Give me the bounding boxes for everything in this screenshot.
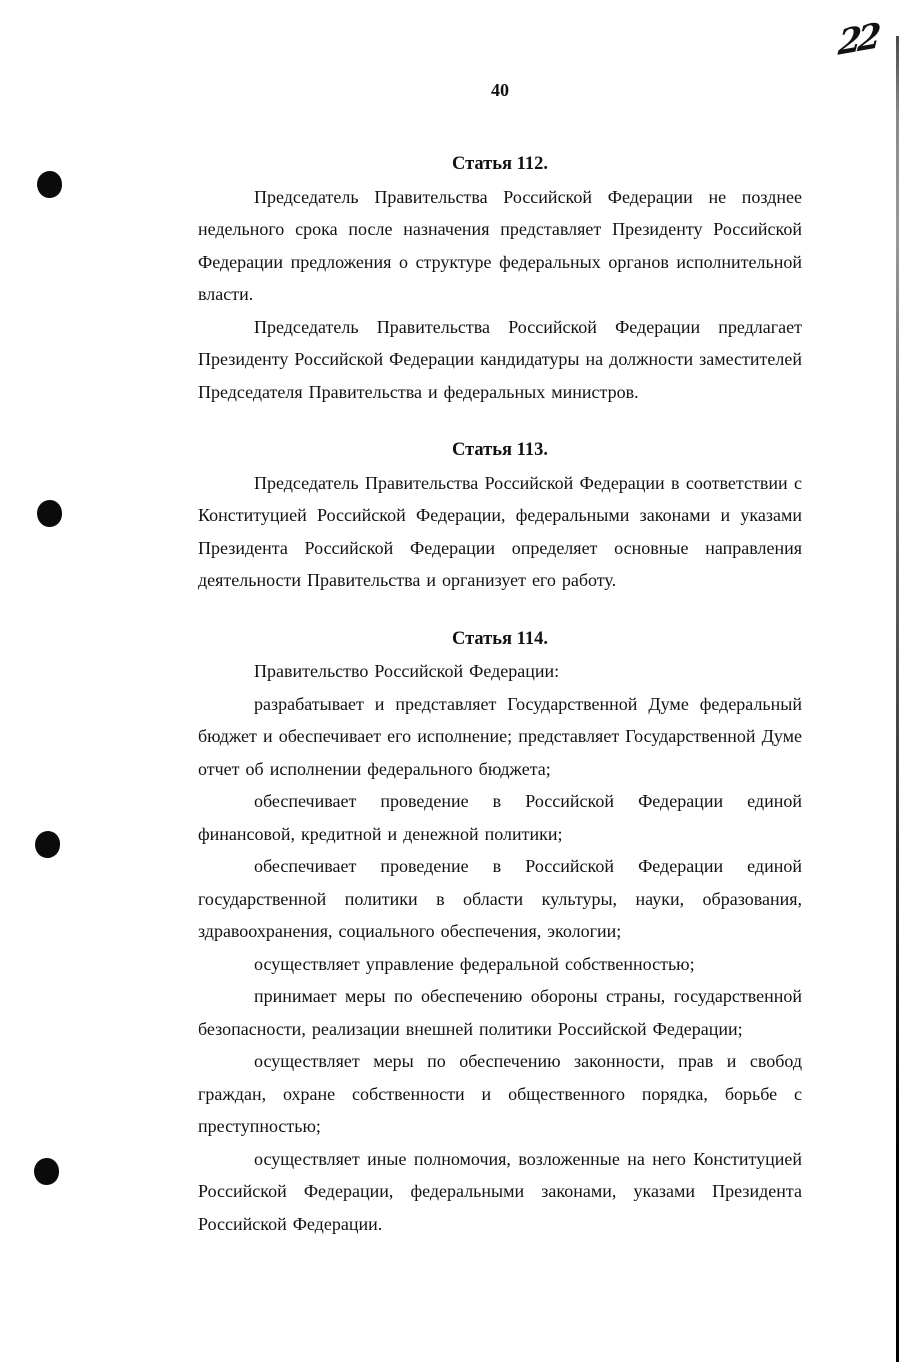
article-114-heading: Статья 114.: [451, 628, 549, 649]
article-paragraph: осуществляет иные полномочия, возложенные на него Конституцией Российской Федерации, федеральными законами, указами Президента Российской Федерации.: [198, 1148, 802, 1234]
article-113-heading: Статья 113.: [451, 440, 549, 460]
article-paragraph: Председатель Правительства Российской Федерации не позднее недельного срока после назначения представляет Президенту Российской Федерации предложения о структуре федеральных органов исполнительной власти.: [198, 186, 802, 304]
hole-punch-dot: [37, 171, 62, 198]
article-paragraph: осуществляет управление федеральной собственностью;: [254, 953, 695, 974]
article-114-section: [198, 623, 802, 1241]
hole-punch-dot: [37, 500, 62, 527]
article-112-section: [198, 148, 802, 408]
article-113-section: [198, 434, 802, 597]
page-number: 40: [491, 80, 509, 100]
article-paragraph: Председатель Правительства Российской Федерации предлагает Президенту Российской Федерации кандидатуры на должности заместителей Председателя Правительства и федеральных министров.: [198, 316, 802, 402]
article-paragraph: обеспечивает проведение в Российской Федерации единой государственной политики в области культуры, науки, образования, здравоохранения, социального обеспечения, экологии;: [198, 856, 802, 941]
article-paragraph: принимает меры по обеспечению обороны страны, государственной безопасности, реализации внешней политики Российской Федерации;: [198, 986, 802, 1039]
document-content: [198, 0, 802, 1240]
handwritten-page-mark: 22: [836, 16, 879, 64]
article-paragraph: обеспечивает проведение в Российской Федерации единой финансовой, кредитной и денежной политики;: [198, 791, 802, 844]
article-paragraph: Председатель Правительства Российской Федерации в соответствии с Конституцией Российской Федерации, федеральными законами и указами Президента Российской Федерации определяет основные направления деятельности Правительства и организует его работу.: [198, 472, 802, 590]
article-paragraph: Правительство Российской Федерации:: [254, 661, 560, 681]
hole-punch-dot: [34, 1158, 59, 1185]
hole-punch-dot: [33, 829, 62, 859]
article-paragraph: осуществляет меры по обеспечению законности, прав и свобод граждан, охране собственности и общественного порядка, борьбе с преступностью;: [198, 1051, 802, 1136]
scan-edge-line: [896, 36, 899, 1362]
article-paragraph: разрабатывает и представляет Государственной Думе федеральный бюджет и обеспечивает его исполнение; представляет Государственной Думе отчет об исполнении федерального бюджета;: [198, 693, 802, 779]
article-112-heading: Статья 112.: [451, 154, 549, 174]
